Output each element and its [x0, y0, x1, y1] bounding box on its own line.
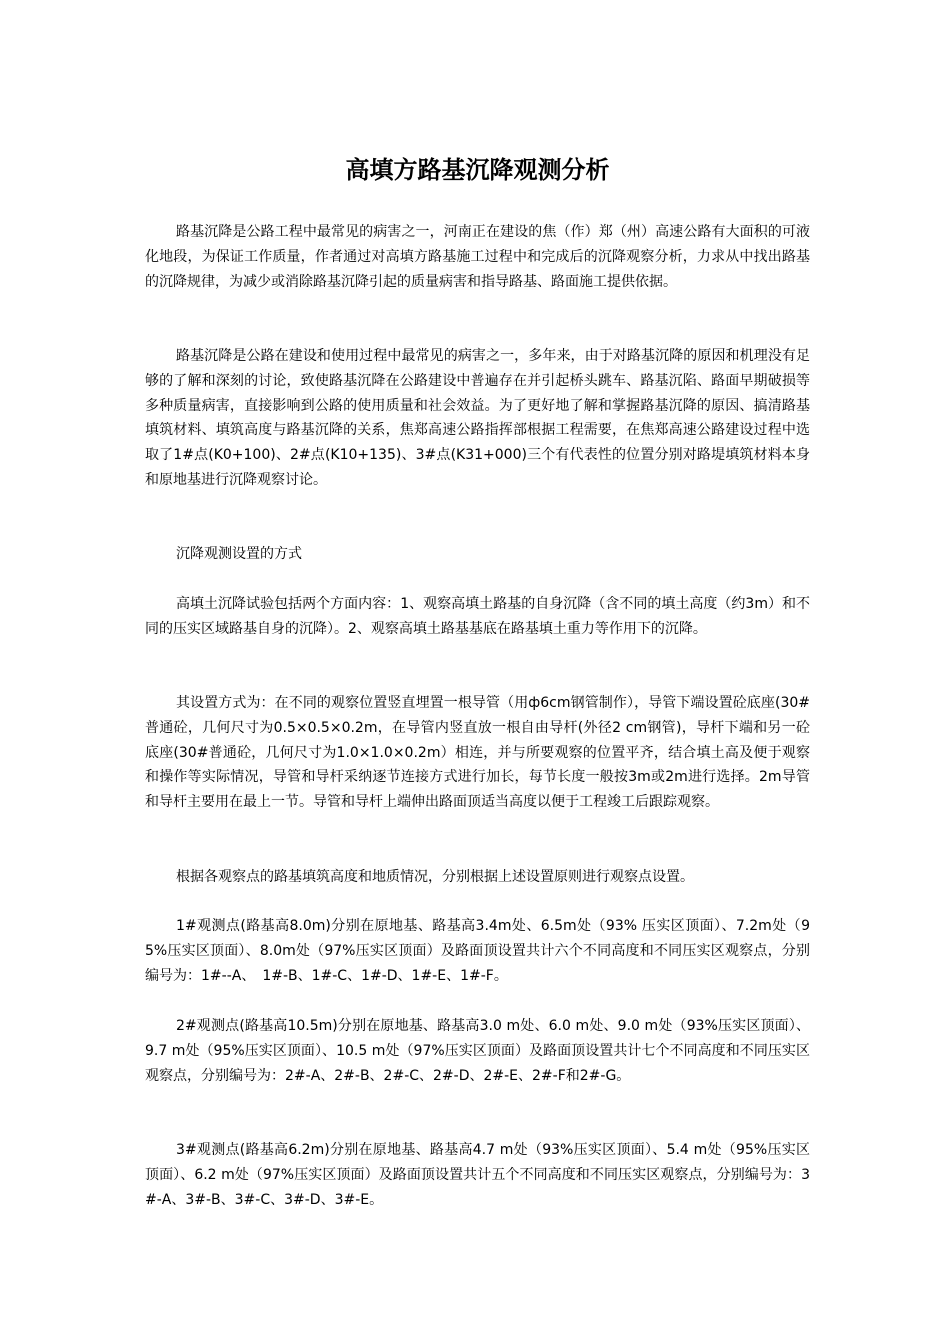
paragraph-point-2: 2#观测点(路基高10.5m)分别在原地基、路基高3.0 m处、6.0 m处、9.0 m处（93%压实区顶面）、9.7 m处（95%压实区顶面）、10.5 m处（97%压实区顶面）及路面顶设置共计七个不同高度和不同压实区观察点，分别编号为：2#-A、2#-B、2#-C、2#-D、2#-E、2#-F和2#-G。 [145, 1018, 810, 1084]
paragraph-intro: 路基沉降是公路工程中最常见的病害之一，河南正在建设的焦（作）郑（州）高速公路有大面积的可液化地段，为保证工作质量，作者通过对高填方路基施工过程中和完成后的沉降观察分析，力求从中找出路基的沉降规律，为减少或消除路基沉降引起的质量病害和指导路基、路面施工提供依据。 [145, 224, 810, 290]
paragraph-setup-method: 其设置方式为：在不同的观察位置竖直埋置一根导管（用ф6cm钢管制作），导管下端设置砼底座(30#普通砼，几何尺寸为0.5×0.5×0.2m，在导管内竖直放一根自由导杆(外径2 cm钢管)，导杆下端和另一砼底座(30#普通砼，几何尺寸为1.0×1.0×0.2m）相连，并与所要观察的位置平齐，结合填土高及便于观察和操作等实际情况，导管和导杆采纳逐节连接方式进行加长，每节长度一般按3m或2m进行选择。2m导管和导杆主要用在最上一节。导管和导杆上端伸出路面顶适当高度以便于工程竣工后跟踪观察。 [145, 695, 810, 811]
paragraph-test-content: 高填土沉降试验包括两个方面内容：1、观察高填土路基的自身沉降（含不同的填土高度（约3m）和不同的压实区域路基自身的沉降）。2、观察高填土路基基底在路基填土重力等作用下的沉降。 [145, 596, 810, 637]
paragraph-point-1: 1#观测点(路基高8.0m)分别在原地基、路基高3.4m处、6.5m处（93% 压实区顶面）、7.2m处（95%压实区顶面）、8.0m处（97%压实区顶面）及路面顶设置共计六个不同高度和不同压实区观察点，分别编号为：1#--A、 1#-B、1#-C、1#-D、1#-E、1#-F。 [145, 918, 810, 984]
document-title: 高填方路基沉降观测分析 [345, 156, 610, 184]
paragraph-background: 路基沉降是公路在建设和使用过程中最常见的病害之一，多年来，由于对路基沉降的原因和机理没有足够的了解和深刻的讨论，致使路基沉降在公路建设中普遍存在并引起桥头跳车、路基沉陷、路面早期破损等多种质量病害，直接影响到公路的使用质量和社会效益。为了更好地了解和掌握路基沉降的原因、搞清路基填筑材料、填筑高度与路基沉降的关系，焦郑高速公路指挥部根据工程需要，在焦郑高速公路建设过程中选取了1#点(K0+100)、2#点(K10+135)、3#点(K31+000)三个有代表性的位置分别对路堤填筑材料本身和原地基进行沉降观察讨论。 [145, 348, 810, 488]
section-heading-setup: 沉降观测设置的方式 [176, 546, 302, 562]
paragraph-point-3: 3#观测点(路基高6.2m)分别在原地基、路基高4.7 m处（93%压实区顶面）、5.4 m处（95%压实区顶面）、6.2 m处（97%压实区顶面）及路面顶设置共计五个不同高度和不同压实区观察点，分别编号为：3#-A、3#-B、3#-C、3#-D、3#-E。 [145, 1142, 810, 1208]
paragraph-point-setup: 根据各观察点的路基填筑高度和地质情况，分别根据上述设置原则进行观察点设置。 [176, 869, 694, 885]
